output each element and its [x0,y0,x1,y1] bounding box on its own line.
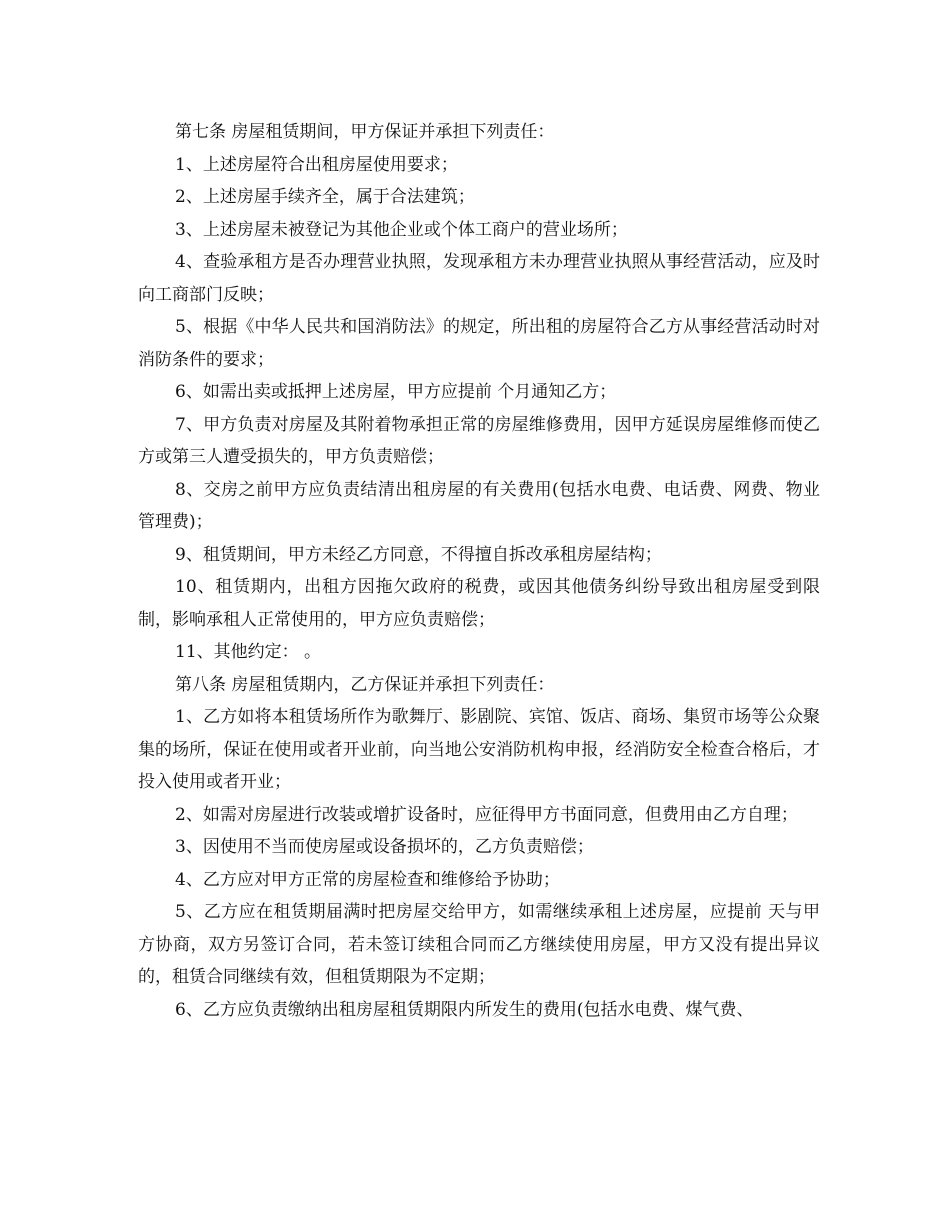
article-8-clause-4: 4、乙方应对甲方正常的房屋检查和维修给予协助； [175,869,560,890]
article-7-clause-3: 3、上述房屋未被登记为其他企业或个体工商户的营业场所； [175,219,628,240]
article-7-clause-11: 11、其他约定： 。 [175,642,322,662]
article-7-clause-6: 6、如需出卖或抵押上述房屋，甲方应提前 个月通知乙方； [175,382,617,402]
article-8-clause-6: 6、乙方应负责缴纳出租房屋租赁期限内所发生的费用(包括水电费、煤气费、 [175,999,754,1020]
article-7-clause-4: 4、查验承租方是否办理营业执照，发现承租方未办理营业执照从事经营活动，应及时向工商部门反映； [138,252,820,305]
article-7-clause-2: 2、上述房屋手续齐全，属于合法建筑； [175,187,475,207]
article-8-heading: 第八条 房屋租赁期内，乙方保证并承担下列责任： [175,674,555,695]
article-8-clause-1: 1、乙方如将本租赁场所作为歌舞厅、影剧院、宾馆、饭店、商场、集贸市场等公众聚集的场所，保证在使用或者开业前，向当地公安消防机构申报，经消防安全检查合格后，才投入使用或者开业； [138,707,820,792]
article-7-clause-10: 10、租赁期内，出租方因拖欠政府的税费，或因其他债务纠纷导致出租房屋受到限制，影响承租人正常使用的，甲方应负责赔偿； [138,577,820,630]
article-8-clause-5: 5、乙方应在租赁期届满时把房屋交给甲方，如需继续承租上述房屋，应提前 天与甲方协商，双方另签订合同，若未签订续租合同而乙方继续使用房屋，甲方又没有提出异议的，租赁合同继续有效，但租赁期限为不定期； [138,902,820,987]
article-7-clause-5: 5、根据《中华人民共和国消防法》的规定，所出租的房屋符合乙方从事经营活动时对消防条件的要求； [138,317,820,370]
article-8-clause-3: 3、因使用不当而使房屋或设备损坏的，乙方负责赔偿； [175,837,594,857]
article-7-clause-7: 7、甲方负责对房屋及其附着物承担正常的房屋维修费用，因甲方延误房屋维修而使乙方或第三人遭受损失的，甲方负责赔偿； [138,414,820,467]
article-7-clause-8: 8、交房之前甲方应负责结清出租房屋的有关费用(包括水电费、电话费、网费、物业管理费)； [138,479,820,532]
article-7-heading: 第七条 房屋租赁期间，甲方保证并承担下列责任： [175,122,555,142]
article-7-clause-9: 9、租赁期间，甲方未经乙方同意，不得擅自拆改承租房屋结构； [175,544,662,565]
article-8-clause-2: 2、如需对房屋进行改装或增扩设备时，应征得甲方书面同意，但费用由乙方自理； [175,804,798,825]
article-7-clause-1: 1、上述房屋符合出租房屋使用要求； [175,154,458,175]
